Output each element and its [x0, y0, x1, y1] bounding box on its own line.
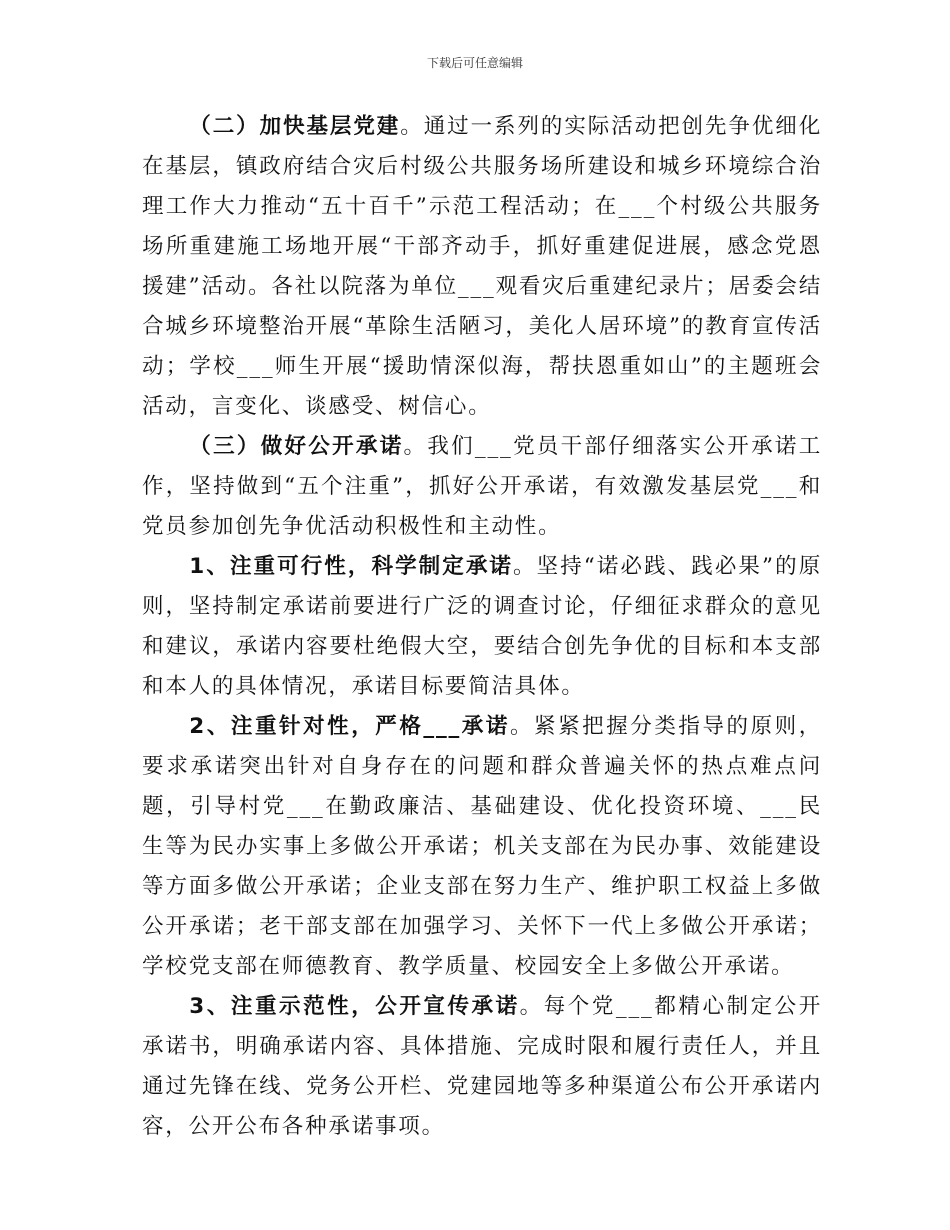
- paragraph-heading: （二）加快基层党建: [189, 114, 401, 139]
- paragraph-text: 。通过一系列的实际活动把创先争优细化在基层，镇政府结合灾后村级公共服务场所建设和城乡环境综合治理工作大力推动“五十百千”示范工程活动；在___个村级公共服务场所重建施工场地开展“干部齐动手，抓好重建促进展，感念党恩援建”活动。各社以院落为单位___观看灾后重建纪录片；居委会结合城乡环境整治开展“革除生活陋习，美化人居环境”的教育宣传活动；学校___师生开展“援助情深似海，帮扶恩重如山”的主题班会活动，言变化、谈感受、树信心。: [142, 114, 823, 419]
- paragraph-strengthen-grassroots: [142, 107, 822, 427]
- paragraph-text: 。每个党___都精心制定公开承诺书，明确承诺内容、具体措施、完成时限和履行责任人，并且通过先锋在线、党务公开栏、党建园地等多种渠道公布公开承诺内容，公开公布各种承诺事项。: [142, 994, 823, 1139]
- paragraph-heading: 1、注重可行性，科学制定承诺: [189, 554, 514, 579]
- paragraph-heading: 3、注重示范性，公开宣传承诺: [189, 994, 520, 1019]
- page-header: 下载后可任意编辑: [426, 56, 523, 70]
- paragraph-demonstration: [142, 987, 822, 1147]
- paragraph-text: 。坚持“诺必践、践必果”的原则，坚持制定承诺前要进行广泛的调查讨论，仔细征求群众的意见和建议，承诺内容要杜绝假大空，要结合创先争优的目标和本支部和本人的具体情况，承诺目标要简洁具体。: [142, 554, 822, 699]
- paragraph-text: 。我们___党员干部仔细落实公开承诺工作，坚持做到“五个注重”，抓好公开承诺，有效激发基层党___和党员参加创先争优活动积极性和主动性。: [142, 434, 822, 539]
- paragraph-heading: 2、注重针对性，严格___承诺: [189, 714, 510, 739]
- paragraph-text: 。紧紧把握分类指导的原则，要求承诺突出针对自身存在的问题和群众普遍关怀的热点难点问题，引导村党___在勤政廉洁、基础建设、优化投资环境、___民生等为民办实事上多做公开承诺；机关支部在为民办事、效能建设等方面多做公开承诺；企业支部在努力生产、维护职工权益上多做公开承诺；老干部支部在加强学习、关怀下一代上多做公开承诺；学校党支部在师德教育、教学质量、校园安全上多做公开承诺。: [142, 714, 822, 979]
- paragraph-public-commitment: [142, 427, 822, 547]
- paragraph-targeting: [142, 707, 822, 987]
- document-body: [142, 107, 822, 1147]
- paragraph-heading: （三）做好公开承诺: [189, 434, 404, 459]
- paragraph-feasibility: [142, 547, 822, 707]
